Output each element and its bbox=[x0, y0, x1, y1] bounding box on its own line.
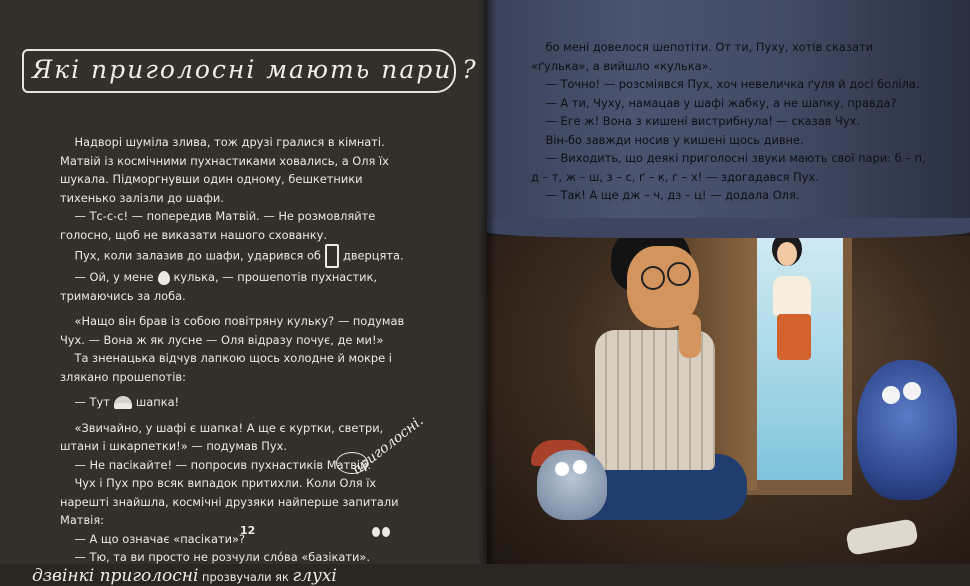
door-icon bbox=[325, 244, 339, 268]
paragraph: — Точно! — розсміявся Пух, хоч невеличка ґуля й досі боліла. bbox=[531, 75, 931, 94]
paragraph: Та зненацька відчув лапкою щось холодне й мокре і злякано прошепотів: bbox=[60, 349, 416, 386]
paragraph: — Виходить, що деякі приголосні звуки мають свої пари: б – п, д – т, ж – ш, з – с, ґ – к, г – х! — здогадався Пух. bbox=[531, 149, 931, 186]
monster-eye bbox=[882, 386, 900, 404]
rotated-script-word: приголосні. bbox=[349, 413, 426, 478]
right-page bbox=[487, 0, 970, 564]
curtain-edge bbox=[487, 218, 970, 238]
glasses-icon bbox=[641, 266, 665, 290]
boy-hand bbox=[679, 314, 701, 358]
paragraph: «Звичайно, у шафі є шапка! А ще є куртки, светри, штани і шкарпетки!» — подумав Пух. bbox=[60, 419, 416, 456]
page-title: Які приголосні мають пари ? bbox=[32, 55, 478, 84]
balloon-icon bbox=[158, 271, 170, 285]
girl-face bbox=[777, 242, 797, 266]
paragraph: — А ти, Чуху, намацав у шафі жабку, а не шапку, правда? bbox=[531, 94, 931, 113]
footprints-icon bbox=[372, 522, 392, 541]
glasses-icon bbox=[667, 262, 691, 286]
paragraph: — Еге ж! Вона з кишені вистрибнула! — сказав Чух. bbox=[531, 112, 931, 131]
paragraph: Він-бо завжди носив у кишені щось дивне. bbox=[531, 131, 931, 150]
text-fragment: кулька, — прошепотів пухнастик, тримаючись за лоба. bbox=[60, 270, 377, 303]
monster-eye bbox=[573, 460, 587, 474]
text-fragment: — Ой, у мене bbox=[74, 270, 153, 284]
left-page bbox=[0, 0, 487, 564]
paragraph: Надворі шуміла злива, тож друзі гралися в кімнаті. Матвій із космічними пухнастиками ховались, а Оля їх шукала. Підморгнувши один одному, бешкетники тихенько залізли до шафи. bbox=[60, 133, 416, 207]
monster-eye bbox=[555, 462, 569, 476]
text-fragment: шапка! bbox=[136, 395, 179, 409]
girl-body bbox=[773, 276, 811, 316]
grey-fluffy-monster bbox=[537, 450, 607, 520]
text-fragment: прозвучали як bbox=[202, 570, 289, 584]
paragraph: бо мені довелося шепотіти. От ти, Пуху, хотів сказати «ґулька», а вийшло «кулька». bbox=[531, 38, 931, 75]
paragraph: «Нащо він брав із собою повітряну кульку? — подумав Чух. — Вона ж як лусне — Оля відразу почує, де ми!» bbox=[60, 312, 416, 349]
paragraph: — Не пасікайте! — попросив пухнастиків Матвій. bbox=[60, 456, 416, 475]
paragraph bbox=[60, 244, 416, 268]
paragraph bbox=[60, 268, 416, 305]
hat-icon bbox=[114, 396, 132, 409]
right-story-text bbox=[531, 38, 931, 205]
paragraph: — Тю, та ви просто не розчули слóва «базікати». bbox=[60, 548, 416, 567]
text-fragment: — Тут bbox=[74, 395, 109, 409]
paragraph bbox=[32, 567, 416, 586]
paragraph: — Тс-с-с! — попередив Матвій. — Не розмовляйте голосно, щоб не виказати нашого схованку. bbox=[60, 207, 416, 244]
girl-legs bbox=[777, 314, 811, 360]
book-gutter bbox=[478, 0, 496, 564]
paragraph: — А що означає «пасікати»? bbox=[60, 530, 416, 549]
left-story-text bbox=[60, 133, 416, 586]
monster-eye bbox=[903, 382, 921, 400]
text-fragment: дверцята. bbox=[343, 249, 404, 263]
paragraph: Чух і Пух про всяк випадок притихли. Коли Оля їх нарешті знайшла, космічні друзяки найперше запитали Матвія: bbox=[60, 474, 416, 530]
script-phrase: глухі bbox=[293, 566, 337, 586]
page-number: 12 bbox=[240, 524, 255, 537]
paragraph: — Так! А ще дж – ч, дз – ц! — додала Оля. bbox=[531, 186, 931, 205]
blue-fluffy-monster bbox=[857, 360, 957, 500]
paragraph bbox=[60, 393, 416, 412]
script-phrase: дзвінкі приголосні bbox=[32, 566, 198, 586]
text-fragment: Пух, коли залазив до шафи, ударився об bbox=[74, 249, 320, 263]
